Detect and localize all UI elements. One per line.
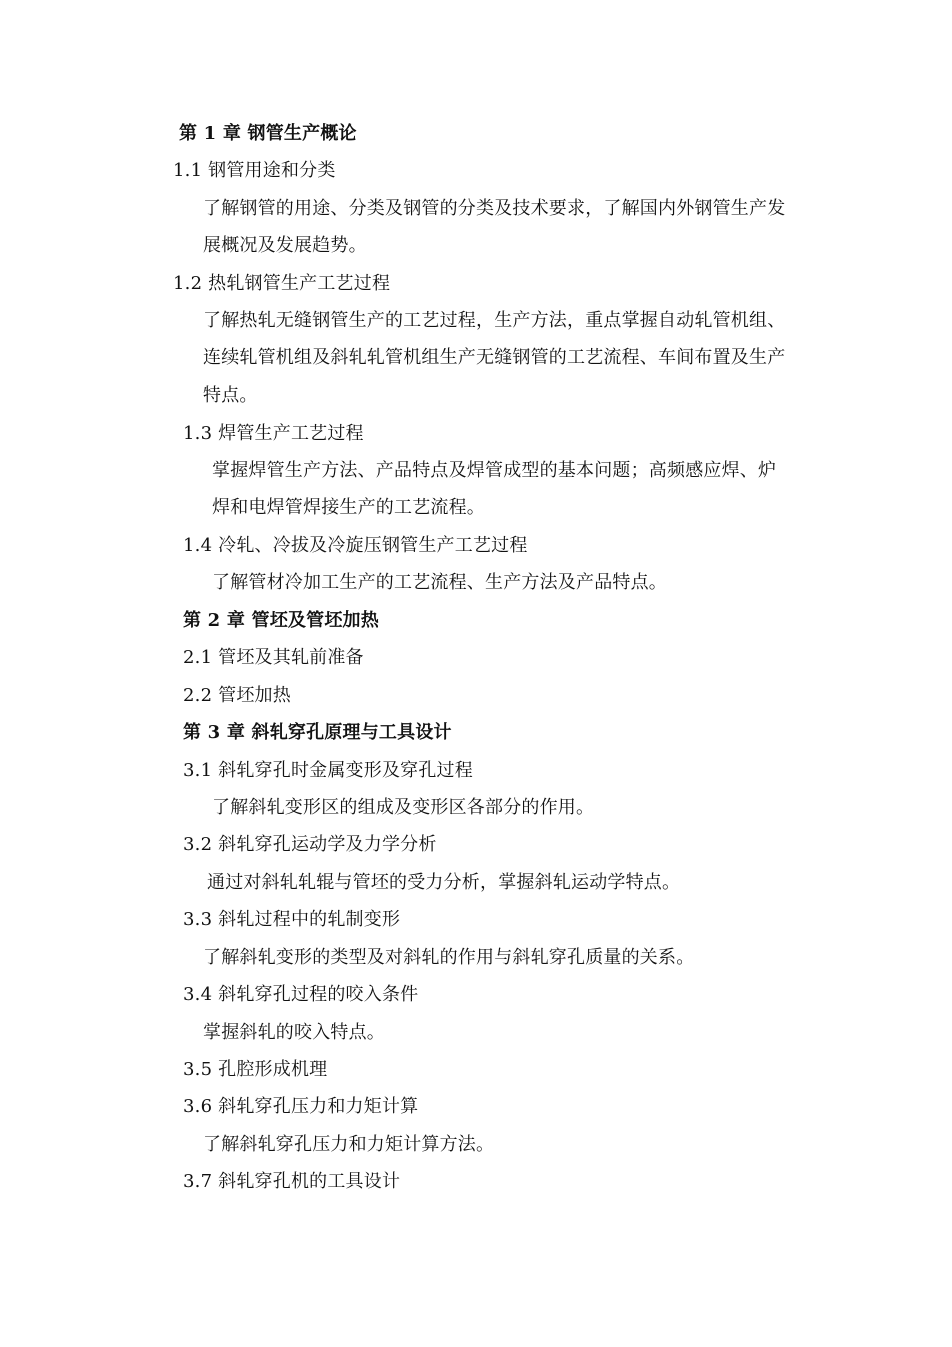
section-2-1-heading: 2.1 管坯及其轧前准备 (183, 647, 364, 668)
section-3-6-description: 了解斜轧穿孔压力和力矩计算方法。 (203, 1134, 495, 1155)
section-3-4-description: 掌握斜轧的咬入特点。 (203, 1022, 385, 1043)
section-3-2-description: 通过对斜轧轧辊与管坯的受力分析，掌握斜轧运动学特点。 (207, 872, 681, 893)
section-1-3-description: 焊和电焊管焊接生产的工艺流程。 (212, 497, 485, 518)
section-1-2-description: 连续轧管机组及斜轧轧管机组生产无缝钢管的工艺流程、车间布置及生产 (203, 347, 786, 368)
chapter-1-title: 第 1 章 钢管生产概论 (179, 123, 357, 144)
chapter-2-title: 第 2 章 管坯及管坯加热 (183, 610, 379, 631)
section-3-5-heading: 3.5 孔腔形成机理 (183, 1059, 328, 1080)
chapter-3-title: 第 3 章 斜轧穿孔原理与工具设计 (183, 722, 452, 743)
section-1-2-description: 了解热轧无缝钢管生产的工艺过程，生产方法，重点掌握自动轧管机组、 (203, 310, 786, 331)
section-3-2-heading: 3.2 斜轧穿孔运动学及力学分析 (183, 834, 437, 855)
section-1-3-description: 掌握焊管生产方法、产品特点及焊管成型的基本问题；高频感应焊、炉 (212, 460, 777, 481)
section-1-2-heading: 1.2 热轧钢管生产工艺过程 (173, 273, 391, 294)
section-2-2-heading: 2.2 管坯加热 (183, 685, 291, 706)
section-1-4-description: 了解管材冷加工生产的工艺流程、生产方法及产品特点。 (212, 572, 667, 593)
section-1-1-description: 了解钢管的用途、分类及钢管的分类及技术要求，了解国内外钢管生产发 (203, 198, 786, 219)
section-3-3-heading: 3.3 斜轧过程中的轧制变形 (183, 909, 401, 930)
section-3-3-description: 了解斜轧变形的类型及对斜轧的作用与斜轧穿孔质量的关系。 (203, 947, 695, 968)
section-1-2-description: 特点。 (203, 385, 258, 406)
section-3-6-heading: 3.6 斜轧穿孔压力和力矩计算 (183, 1096, 419, 1117)
section-1-1-description: 展概况及发展趋势。 (203, 235, 367, 256)
section-3-1-heading: 3.1 斜轧穿孔时金属变形及穿孔过程 (183, 760, 473, 781)
section-3-4-heading: 3.4 斜轧穿孔过程的咬入条件 (183, 984, 419, 1005)
section-1-1-heading: 1.1 钢管用途和分类 (173, 160, 336, 181)
section-1-3-heading: 1.3 焊管生产工艺过程 (183, 423, 364, 444)
section-3-7-heading: 3.7 斜轧穿孔机的工具设计 (183, 1171, 401, 1192)
section-3-1-description: 了解斜轧变形区的组成及变形区各部分的作用。 (212, 797, 595, 818)
section-1-4-heading: 1.4 冷轧、冷拔及冷旋压钢管生产工艺过程 (183, 535, 528, 556)
